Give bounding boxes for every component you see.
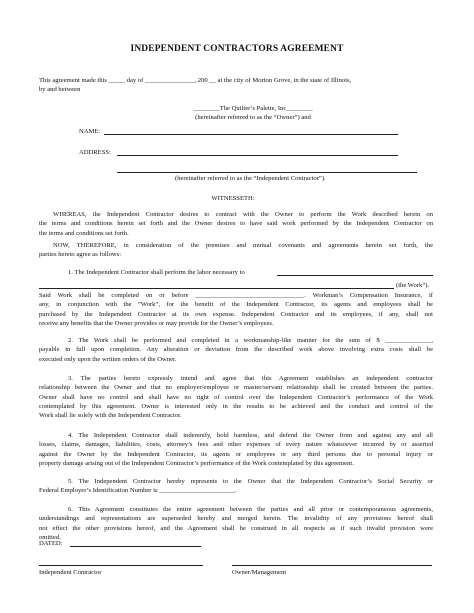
labor-field[interactable] — [277, 275, 433, 276]
clause2-paragraph — [39, 336, 433, 364]
text-line: contemplated by this agreement. Owner is interested only in the results to be achieved and the conduct and control of the — [39, 402, 433, 410]
text-line: WHEREAS, the Independent Contractor desires to contract with the Owner to perform the Work described herein on — [53, 211, 433, 218]
text-line: 2. The Work shall be performed and completed in a workmanship-like manner for the sum of $ ______________, — [68, 337, 433, 344]
text-line: the terms and conditions set forth. — [39, 229, 129, 237]
text-line: the terms and conditions herein set forth and the Owner desires to have said work performed by the Independent Contractor on — [39, 220, 433, 228]
owner-referred: (hereinafter referred to as the “Owner”) and — [195, 114, 311, 121]
clause5-paragraph — [39, 477, 433, 496]
text-line: Federal Employer’s Identification Number is _______________________. — [39, 487, 237, 495]
text-line: purchased by the Independent Contractor at its own expense. Independent Contractor and its employees, if any, shall not — [39, 310, 433, 318]
whereas-paragraph — [39, 210, 433, 238]
address-label: ADDRESS: — [79, 149, 111, 156]
text-line: 6. This Agreement constitutes the entire agreement between the parties and all prior or contemporaneous agreements, — [68, 506, 433, 513]
text-line: NOW, THEREFORE, in consideration of the premises and mutual covenants and agreements herein set forth, the — [53, 242, 433, 249]
witnesseth-heading: WITNESSETH: — [211, 195, 255, 202]
clause1-paragraph — [39, 291, 433, 328]
text-line: omitted. — [39, 533, 61, 541]
text-line: Said Work shall be completed on or before _________________________________. Workman’s Compensation Insurance, if — [39, 292, 433, 299]
text-line: 4. The Independent Contractor shall indemnify, hold harmless, and defend the Owner from and against any and all — [68, 432, 433, 439]
intro-line: by and between — [39, 86, 81, 94]
work-label: (the Work”). — [396, 282, 430, 289]
address-field[interactable] — [117, 155, 398, 156]
intro-paragraph — [39, 76, 433, 95]
contractor-referred: (hereinafter referred to as the “Independent Contractor”). — [175, 175, 326, 182]
owner-signature-label: Owner/Management — [232, 569, 287, 576]
address-field-line2[interactable] — [117, 172, 417, 173]
text-line: Owner shall have no control and shall have no right of control over the Independent Contractor’s performance of the Work — [39, 393, 433, 401]
document-title: INDEPENDENT CONTRACTORS AGREEMENT — [130, 44, 344, 54]
text-line: relationship between the Owner and that no employer/employee or master/servant relationship shall be created between the parties. — [39, 384, 433, 392]
text-line: losses, claims, damages, liabilities, costs, attorney’s fees and other expenses of every nature whatsoever incurred by or asserted — [39, 441, 433, 449]
text-line: 5. The Independent Contractor hereby represents to the Owner that the Independent Contractor’s Social Security or — [68, 478, 433, 485]
text-line: 3. The parties hereto expressly intend and agree that this Agreement establishes an independent contractor — [68, 375, 433, 382]
therefore-paragraph — [39, 241, 433, 260]
clause6-paragraph — [39, 505, 433, 542]
clause3-paragraph — [39, 374, 433, 420]
text-line: payable in full upon completion. Any alteration or deviation from the described work above involving extra costs shall be — [39, 346, 433, 354]
text-line: not effect the other provisions hereof, and the Agreement shall be construed in all respects as if such invalid provision were — [39, 524, 433, 532]
name-field[interactable] — [104, 134, 398, 135]
labor-field-line2[interactable] — [39, 288, 394, 289]
date-field[interactable] — [70, 546, 201, 547]
owner-signature-line[interactable] — [232, 565, 432, 566]
text-line: Work shall lie solely with the Independent Contractor. — [39, 412, 182, 420]
text-line: any, in conjunction with the “Work”, for the benefit of the Independent Contractor, its agents and employees shall be — [39, 301, 433, 309]
contractor-signature-line[interactable] — [39, 565, 203, 566]
dated-label: DATED: — [39, 540, 63, 547]
clause1-lead: 1. The Independent Contractor shall perform the labor necessary to — [68, 269, 245, 276]
text-line: against the Owner by the Independent Contractor, its agents or employees or any third persons due to personal injury or — [39, 450, 433, 458]
text-line: parties hereto agree as follows: — [39, 251, 122, 259]
owner-name: ________The Quilter’s Palette, Inc________ — [193, 105, 313, 112]
clause4-paragraph — [39, 431, 433, 468]
text-line: property damage arising out of the Independent Contractor’s performance of the Work contemplated by this agreement. — [39, 459, 354, 467]
text-line: understandings and representations are superseded hereby and merged herein. The invalidity of any provisions hereof shall — [39, 515, 433, 523]
name-label: NAME: — [79, 128, 101, 135]
text-line: executed only upon the written orders of the Owner. — [39, 355, 177, 363]
text-line: receive any benefits that the Owner provides or may provide for the Owner’s employees. — [39, 319, 274, 327]
contractor-signature-label: Independent Contractor — [39, 569, 102, 576]
intro-line: This agreement made this _____ day of _______________, 200 __ at the city of Morton Grove, in the state of Illinois, — [39, 77, 352, 84]
